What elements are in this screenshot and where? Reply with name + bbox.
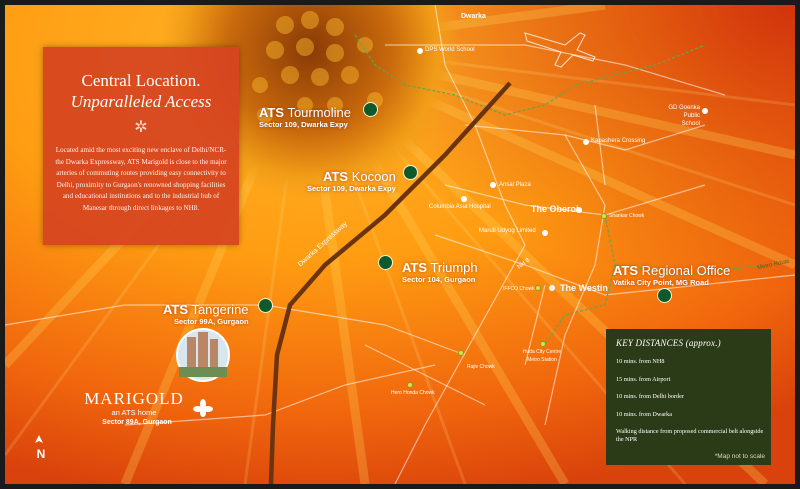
place-huda: Huda City Centre Metro Station xyxy=(522,349,562,363)
compass-label: N xyxy=(36,447,46,461)
place-metro-route: Metro Route xyxy=(756,258,791,272)
intro-title: Central Location. xyxy=(81,71,201,90)
project-name: Tangerine xyxy=(191,302,249,317)
project-brand: ATS xyxy=(323,169,349,184)
place-westin: The Westin xyxy=(560,283,608,293)
place-shankar: Shankar Chowk xyxy=(609,213,645,219)
chowk-dot xyxy=(407,382,413,388)
road-dwarka-expressway: Dwarka Expressway xyxy=(297,220,349,269)
marigold-logo: MARIGOLD xyxy=(84,389,184,408)
chowk-dot xyxy=(601,213,607,219)
place-columbia: Columbia Asia Hospital xyxy=(429,204,491,210)
intro-panel xyxy=(43,47,239,245)
project-brand: ATS xyxy=(163,302,189,317)
place-kapashera: Kapashera Crossing xyxy=(591,138,646,144)
project-pin-regional-office[interactable] xyxy=(657,288,672,303)
place-iffco: IFFCO Chowk xyxy=(503,286,535,292)
project-kocoon xyxy=(307,169,396,194)
place-dot xyxy=(583,139,589,145)
place-dot xyxy=(417,48,423,54)
project-tangerine xyxy=(163,302,249,327)
place-goenka: GD Goenka Public School xyxy=(668,105,700,127)
key-distance-item: 10 mins. from Dwarka xyxy=(616,410,673,418)
project-sub: Sector 109, Dwarka Expy xyxy=(307,184,396,193)
key-distance-item: 15 mins. from Airport xyxy=(616,375,671,383)
project-sub: Vatika City Point, MG Road xyxy=(613,278,709,287)
place-ansal: Ansal Plaza xyxy=(499,182,531,188)
project-name: Tourmoline xyxy=(287,105,352,120)
marigold-location: Sector 89A, Gurgaon xyxy=(102,419,172,426)
project-sub: Sector 99A, Gurgaon xyxy=(173,317,249,326)
key-distances-list xyxy=(616,358,766,454)
chowk-dot xyxy=(458,350,464,356)
project-name: Regional Office xyxy=(641,263,731,278)
place-dot xyxy=(461,196,467,202)
key-distance-item: Walking distance from proposed commercial belt alongside the NPR xyxy=(616,428,764,444)
project-name: Kocoon xyxy=(351,169,396,184)
place-oberoi: The Oberoi xyxy=(531,204,579,214)
key-distance-item: 10 mins. from NH8 xyxy=(616,358,665,365)
project-tourmoline xyxy=(259,105,351,130)
place-dot xyxy=(542,230,548,236)
project-pin-triumph[interactable] xyxy=(378,255,393,270)
intro-subtitle: Unparalleled Access xyxy=(70,92,212,111)
place-dot xyxy=(702,108,708,114)
key-distances-title: KEY DISTANCES (approx.) xyxy=(616,338,721,348)
project-name: Triumph xyxy=(430,260,478,275)
place-rajiv: Rajiv Chowk xyxy=(467,364,495,370)
project-brand: ATS xyxy=(402,260,428,275)
key-distance-item: 10 mins. from Delhi border xyxy=(616,393,684,401)
map-scale-note: *Map not to scale xyxy=(714,453,765,460)
road-nh8: NH 8 xyxy=(516,257,532,271)
flower-icon: ✲ xyxy=(134,119,148,136)
project-sub: Sector 109, Dwarka Expy xyxy=(259,120,348,129)
place-dps: DPS World School xyxy=(425,47,475,53)
place-dot xyxy=(490,182,496,188)
project-pin-tangerine[interactable] xyxy=(258,298,273,313)
north-compass-icon xyxy=(33,439,49,461)
marigold-tagline: an ATS home xyxy=(111,408,157,417)
intro-body: Located amid the most exciting new enclave of Delhi/NCR- the Dwarka Expressway, ATS Marigold is close to the major arteries of commuting routes providing easy connectivity to Delhi, proximity to Gurgaon's renowned shopping facilities and educational institutions and to the industrial hub of Manesar through direct linkages to NH8. xyxy=(55,146,227,212)
chowk-dot xyxy=(540,341,546,347)
project-sub: Sector 104, Gurgaon xyxy=(402,275,476,284)
place-dot xyxy=(549,285,555,291)
project-regional-office xyxy=(613,263,730,288)
key-distances-panel xyxy=(606,329,771,465)
place-hero: Hero Honda Chowk xyxy=(391,390,435,396)
place-maruti: Maruti Udyog Limited xyxy=(479,228,536,234)
chowk-dot xyxy=(535,285,541,291)
project-triumph xyxy=(402,260,478,285)
place-dwarka: Dwarka xyxy=(461,13,486,20)
project-brand: ATS xyxy=(613,263,639,278)
project-brand: ATS xyxy=(259,105,285,120)
project-pin-tourmoline[interactable] xyxy=(363,102,378,117)
project-pin-kocoon[interactable] xyxy=(403,165,418,180)
